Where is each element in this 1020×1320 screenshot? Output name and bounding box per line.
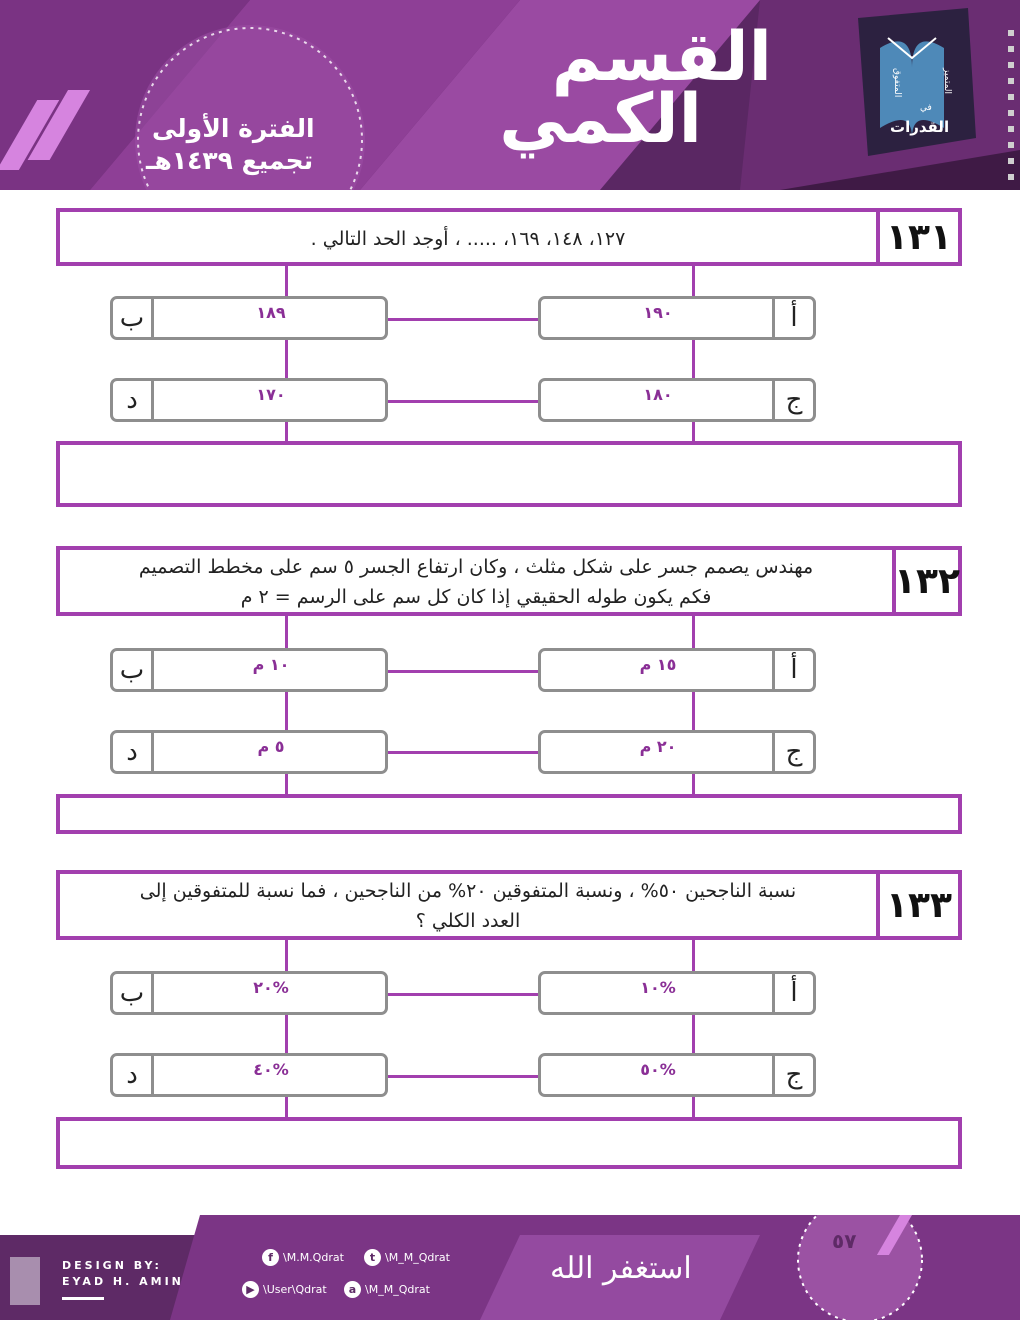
page-header [0, 0, 1020, 190]
option-d[interactable] [110, 730, 388, 774]
option-letter: ج [772, 733, 813, 771]
option-a[interactable] [538, 971, 816, 1015]
twitter-icon: t [364, 1249, 381, 1266]
designer-underline [62, 1297, 104, 1300]
design-by-label: DESIGN BY: [62, 1259, 162, 1272]
option-value: ١٠ م [252, 655, 290, 674]
designer-signature-image [10, 1257, 40, 1305]
option-b[interactable] [110, 648, 388, 692]
question-number: ١٣١ [876, 212, 958, 262]
facebook-link[interactable] [262, 1249, 344, 1266]
option-d[interactable] [110, 1053, 388, 1097]
answer-box[interactable] [56, 441, 962, 507]
social-handle: \M.M.Qdrat [283, 1251, 344, 1264]
header-title-line1: القسم [551, 18, 772, 97]
option-value: ٥ م [257, 737, 285, 756]
social-handle: \M_M_Qdrat [385, 1251, 450, 1264]
option-value: ١٧٠ [256, 385, 286, 404]
option-value: ٢٠ م [639, 737, 677, 756]
question-number: ١٣٢ [892, 550, 958, 612]
option-a[interactable] [538, 296, 816, 340]
page-footer [0, 1215, 1020, 1320]
option-letter: د [113, 1056, 154, 1094]
ask-link[interactable] [344, 1281, 430, 1298]
question-box [56, 208, 962, 266]
option-c[interactable] [538, 730, 816, 774]
option-letter: أ [772, 974, 813, 1012]
question-text-line: مهندس يصمم جسر على شكل مثلث ، وكان ارتفاع الجسر ٥ سم على مخطط التصميم [138, 556, 814, 578]
connector-line [388, 400, 540, 403]
question-text-line: فكم يكون طوله الحقيقي إذا كان كل سم على الرسم = ٢ م [240, 586, 712, 608]
option-c[interactable] [538, 1053, 816, 1097]
qudrat-logo [848, 8, 978, 156]
question-box [56, 870, 962, 940]
question-number: ١٣٣ [876, 874, 958, 936]
youtube-icon: ▶ [242, 1281, 259, 1298]
facebook-icon: f [262, 1249, 279, 1266]
option-c[interactable] [538, 378, 816, 422]
option-value: ٥٠% [640, 1060, 676, 1079]
option-value: ١٥ م [639, 655, 677, 674]
question-text-line: نسبة الناجحين ٥٠% ، ونسبة المتفوقين ٢٠% من الناجحين ، فما نسبة للمتفوقين إلى [139, 880, 797, 902]
option-value: ١٨٩ [256, 303, 286, 322]
ask-icon: a [344, 1281, 361, 1298]
social-handle: \User\Qdrat [263, 1283, 327, 1296]
option-value: ١٨٠ [643, 385, 673, 404]
logo-sub1: المتميز [942, 68, 952, 95]
option-letter: أ [772, 299, 813, 337]
option-letter: د [113, 733, 154, 771]
connector-line [388, 318, 540, 321]
logo-text: القدرات [890, 118, 950, 136]
logo-sub2: المتفوق [892, 68, 902, 98]
question-text-line: ١٢٧، ١٤٨، ١٦٩، ..... ، أوجد الحد التالي . [310, 228, 626, 250]
header-title-line2: الكمي [499, 80, 702, 159]
option-value: ٤٠% [253, 1060, 289, 1079]
designer-name: EYAD H. AMIN [62, 1275, 184, 1288]
connector-line [388, 670, 540, 673]
logo-sub3: في [920, 103, 932, 113]
question-box [56, 546, 962, 616]
option-letter: د [113, 381, 154, 419]
option-letter: ج [772, 381, 813, 419]
option-b[interactable] [110, 296, 388, 340]
connector-line [388, 993, 540, 996]
youtube-link[interactable] [242, 1281, 327, 1298]
option-letter: ب [113, 974, 154, 1012]
connector-line [388, 1075, 540, 1078]
option-letter: أ [772, 651, 813, 689]
option-letter: ب [113, 651, 154, 689]
edge-dots [1008, 30, 1014, 180]
twitter-link[interactable] [364, 1249, 450, 1266]
question-text-line: العدد الكلي ؟ [415, 910, 521, 932]
option-letter: ج [772, 1056, 813, 1094]
period-label: الفترة الأولى [152, 114, 315, 143]
social-handle: \M_M_Qdrat [365, 1283, 430, 1296]
answer-box[interactable] [56, 1117, 962, 1169]
connector-line [388, 751, 540, 754]
calligraphy-text: استغفر الله [550, 1251, 692, 1286]
page-number: ٥٧ [832, 1229, 857, 1253]
option-value: ١٠% [640, 978, 676, 997]
option-value: ١٩٠ [643, 303, 673, 322]
collection-label: تجميع ١٤٣٩هـ [146, 146, 314, 175]
answer-box[interactable] [56, 794, 962, 834]
option-b[interactable] [110, 971, 388, 1015]
option-value: ٢٠% [253, 978, 289, 997]
option-a[interactable] [538, 648, 816, 692]
option-d[interactable] [110, 378, 388, 422]
option-letter: ب [113, 299, 154, 337]
